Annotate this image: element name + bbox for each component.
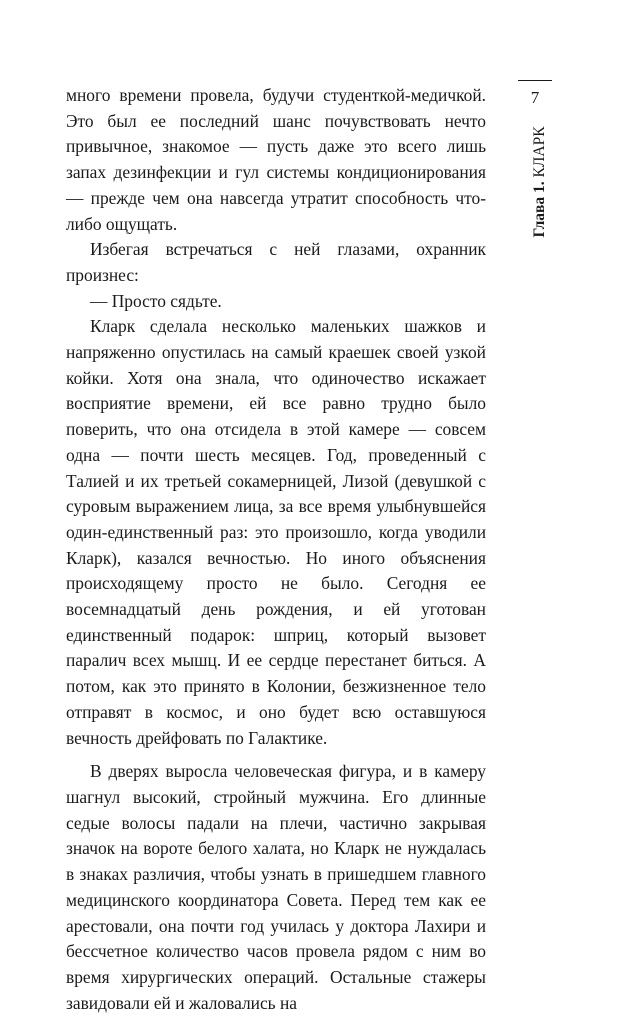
chapter-label-number: Глава 1. (531, 181, 548, 238)
paragraph: Избегая встречаться с ней глазами, охранник произнес: (66, 239, 486, 285)
running-header (514, 74, 554, 254)
dialogue-line: — Просто сядьте. (90, 290, 222, 311)
paragraph: В дверях выросла человеческая фигура, и в камеру шагнул высокий, стройный мужчина. Его длинные седые волосы падали на плечи, частично закрывая значок на вороте белого халата, но Кларк не нуждалась в знаках различия, чтобы узнать в пришедшем главного медицинского координатора Совета. Перед тем как ее арестовали, она почти год училась у доктора Лахири и бессчетное количество часов провела рядом с ним во время хирургических операций. Остальные стажеры завидовали ей и жаловались на (66, 761, 486, 1013)
paragraph: Кларк сделала несколько маленьких шажков и напряженно опустилась на самый краешек своей узкой койки. Хотя она знала, что одиночество искажает восприятие времени, ей все равно трудно было поверить, что она отсидела в этой камере — совсем одна — почти шесть месяцев. Год, проведенный с Талией и их третьей сокамерницей, Лизой (девушкой с суровым выражением лица, за все время улыбнувшейся один-единственный раз: это произошло, когда уводили Кларк), казался вечностью. Но иного объяснения происходящему просто не было. Сегодня ее восемнадцатый день рождения, и ей уготован единственный подарок: шприц, который вызовет паралич всех мышц. И ее сердце перестанет биться. А потом, как это принято в Колонии, безжизненное тело отправят в космос, и оно будет всю оставшуюся вечность дрейфовать по Галактике. (66, 316, 486, 748)
page-number: 7 (530, 88, 540, 107)
chapter-label (531, 126, 549, 237)
header-rule (518, 80, 552, 81)
paragraph-continued: много времени провела, будучи студенткой-медичкой. Это был ее последний шанс почувствовать нечто привычное, знакомое — пусть даже это всего лишь запах дезинфекции и гул системы кондиционирования — прежде чем она навсегда утратит способность что-либо ощущать. (66, 85, 486, 234)
page-body (66, 83, 486, 1016)
chapter-label-title: КЛАРК (531, 126, 548, 178)
